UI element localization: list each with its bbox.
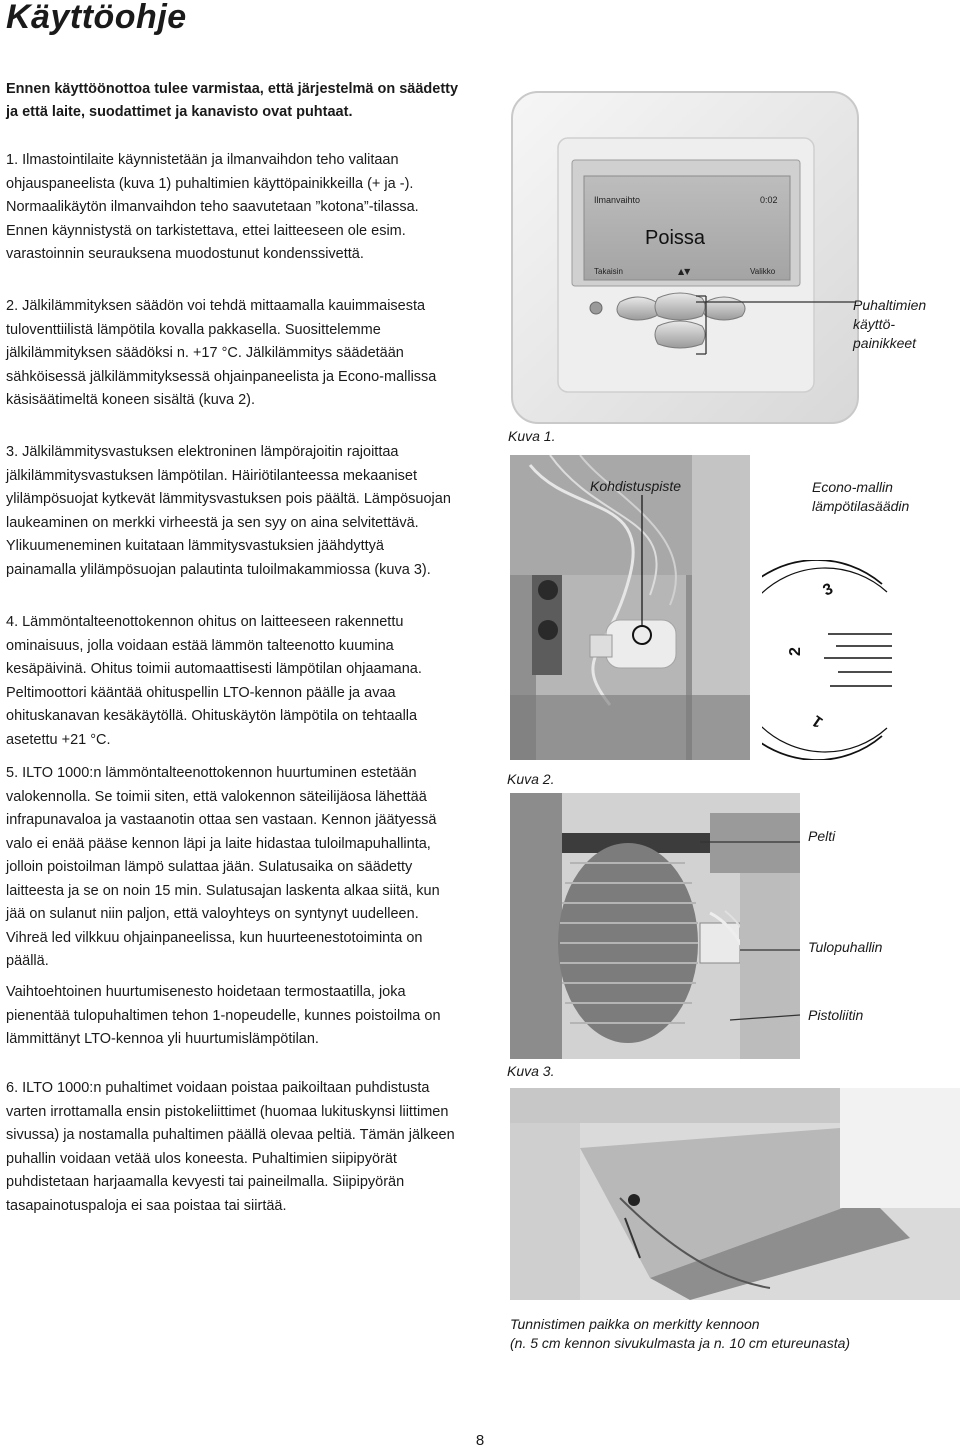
dial-number-2: 2 xyxy=(787,647,804,656)
supply-fan-label: Tulopuhallin xyxy=(808,939,883,955)
figure3-caption: Kuva 3. xyxy=(507,1063,555,1079)
heat-exchanger-photo xyxy=(510,1088,960,1300)
figure3-leaders xyxy=(700,820,810,1040)
alignment-point-label: Kohdistuspiste xyxy=(590,478,682,494)
figure2-caption: Kuva 2. xyxy=(507,771,555,787)
paragraph-4: 4. Lämmöntalteenottokennon ohitus on laitteeseen rakennettu ominaisuus, jolla voidaan estää lämmön talteenotto kuumina kesäpäivinä. Ohitus toimii automaattisesti lämpötilan ohjaamana. Peltimoottori kääntää ohituspellin LTO-kennon päälle ja avaa ohituskanavan kesäkäytöllä. Ohituskäytön lämpötila on tehtaalla asetettu +21 °C. xyxy=(6,614,422,748)
sensor-location-note: Tunnistimen paikka on merkitty kennoon (n. 5 cm kennon sivukulmasta ja n. 10 cm etureunasta) xyxy=(510,1316,851,1351)
fan-buttons-leader xyxy=(690,290,860,320)
lcd-soft-left: Takaisin xyxy=(594,267,623,276)
lcd-top-left: Ilmanvaihto xyxy=(594,195,641,205)
fan-minus-key xyxy=(655,321,705,348)
paragraph-3: 3. Jälkilämmitysvastuksen elektroninen lämpörajoitin rajoittaa jälkilämmitysvastuksen lämpötilan. Häiriötilanteessa mekaaniset ylilämpösuojat kytkevät lämmitysvastuksen pois päältä. Lämpösuojan laukeaminen on merkki virheestä ja sen syy on aina selvitettävä. Ylikuumeneminen kuitataan lämmitysvastuksien jäähdyttyä painamalla ylilämpösuojan palautinta tuloilmakammiossa (kuva 3). xyxy=(6,444,451,578)
paragraph-5: 5. ILTO 1000:n lämmöntalteenottokennon huurtuminen estetään valokennolla. Se toimii siten, että valokennon säteilijäosa lähettää infrapunavaloa ja vastaanotin ottaa sen vastaan. Kennon jäätyessä valo ei enää pääse kennon läpi ja laite hidastaa tuloilmapuhallinta, jolloin poistoilman lämpö sulattaa jään. Sulatusaika on säädetty laitteesta ja se on noin 15 min. Sulatusajan laskenta alkaa siitä, kun jää on sulanut niin paljon, että valoyhteys on syntynyt uudelleen. Vihreä led vilkkuu ohjainpaneelissa, kun huurteenestotoiminta on päällä. xyxy=(6,765,440,969)
fan-buttons-label: Puhaltimien käyttö- painikkeet xyxy=(853,297,927,351)
lcd-top-right: 0:02 xyxy=(760,195,778,205)
paragraph-7: 6. ILTO 1000:n puhaltimet voidaan poistaa paikoiltaan puhdistusta varten irrottamalla ensin pistokeliittimet (huomaa lukituskynsi liittimen sivussa) ja nostamalla puhaltimen päällä olevaa peltiä. Tämän jälkeen puhallin voidaan vetää ulos koneesta. Puhaltimien siipipyörät puhdistetaan harjaamalla kevyesti tai paineilmalla. Siipipyörän tasapainotuspaloja ei saa poistaa tai siirtää. xyxy=(6,1080,455,1214)
control-panel-photo xyxy=(510,90,860,425)
lcd-soft-right: Valikko xyxy=(750,267,776,276)
status-led xyxy=(590,302,602,314)
page-title: Käyttöohje xyxy=(6,0,187,36)
page-number: 8 xyxy=(475,1432,485,1449)
intro-text: Ennen käyttöönottoa tulee varmistaa, että järjestelmä on säädetty ja että laite, suodattimet ja kanavisto ovat puhtaat. xyxy=(6,81,459,120)
lcd-soft-mid: ▲▼ xyxy=(678,267,691,276)
damper-label: Pelti xyxy=(808,828,836,844)
left-soft-key xyxy=(617,297,659,320)
regulator-photo xyxy=(510,455,750,760)
dial-number-3: 3 xyxy=(820,580,836,600)
plug-connector-label: Pistoliitin xyxy=(808,1007,864,1023)
paragraph-6: Vaihtoehtoinen huurtumisenesto hoidetaan termostaatilla, joka pienentää tulopuhaltimen tehon 1-nopeudelle, kunnes poistoilma on lämmittänyt LTO-kennoa yli huurtumislämpötilan. xyxy=(6,984,441,1047)
paragraph-1: 1. Ilmastointilaite käynnistetään ja ilmanvaihdon teho valitaan ohjauspaneelista (kuva 1) puhaltimien käyttöpainikkeilla (+ ja -). Normaalikäytön ilmanvaihdon teho saavutetaan ”kotona”-tilassa. Ennen käynnistystä on tarkistettava, ettei laitteeseen ole esim. varastoinnin seurauksena muodostunut kondenssivettä. xyxy=(6,152,419,262)
figure1-caption: Kuva 1. xyxy=(508,428,556,444)
temperature-dial xyxy=(762,560,912,760)
econo-regulator-label: Econo-mallin lämpötilasäädin xyxy=(812,479,910,514)
paragraph-2: 2. Jälkilämmityksen säädön voi tehdä mittaamalla kauimmaisesta tuloventtiilistä lämpötila kovalla pakkasella. Suosittelemme jälkilämmityksen säädöksi n. +17 °C. Jälkilämmitys säädetään sähköisessä jälkilämmityksessä ohjainpaneelista ja Econo-mallissa käsisäätimeltä koneen sisältä (kuva 2). xyxy=(6,298,437,408)
lcd-main-text: Poissa xyxy=(645,227,706,249)
dial-number-1: 1 xyxy=(809,711,827,731)
